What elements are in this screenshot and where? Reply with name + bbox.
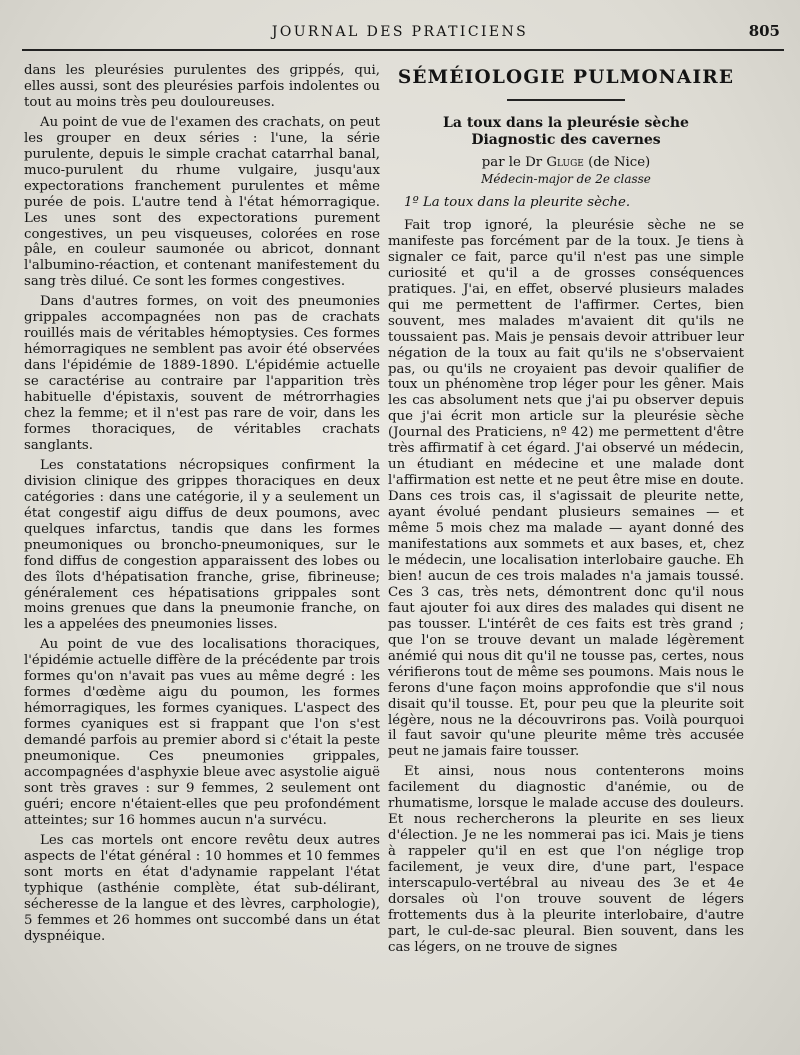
header-rule bbox=[22, 49, 784, 51]
page-number: 805 bbox=[748, 22, 780, 40]
paragraph: Et ainsi, nous nous contenterons moins facilement du diagnostic d'anémie, ou de rhumatisme, lorsque le malade accuse des douleurs. Et nous rechercherons la pleurite en ses lieux d'élection. Je ne les nommerai pas ici. Mais je tiens à rappeler qu'il en est que l'on néglige trop facilement, je veux dire, d'une part, l'espace interscapulo-vertébral au niveau des 3e et 4e dorsales où l'on trouve souvent de légers frottements dus à la pleurite interlobaire, d'autre part, le cul-de-sac pleural. Bien souvent, dans les cas légers, on ne trouve de signes bbox=[388, 764, 744, 955]
paragraph: Au point de vue de l'examen des crachats, on peut les grouper en deux séries : l'une, la série purulente, depuis le simple crachat catarrhal banal, muco-purulent du rhume vulgaire, jusqu'aux expectorations franchement purulentes et même purée de pois. L'autre tend à l'état hémorragique. Les unes sont des expectorations purement congestives, un peu visqueuses, colorées en rose pâle, en couleur saumonée ou abricot, donnant l'albumino-réaction, et contenant manifestement du sang très dilué. Ce sont les formes congestives. bbox=[24, 114, 380, 290]
page-header bbox=[0, 0, 800, 56]
section-title: SÉMÉIOLOGIE PULMONAIRE bbox=[397, 67, 735, 88]
subheading: 1º La toux dans la pleurite sèche. bbox=[404, 195, 631, 210]
byline-suffix: (de Nice) bbox=[588, 155, 651, 170]
article-title-line-2: Diagnostic des cavernes bbox=[471, 132, 661, 148]
paragraph: Au point de vue des localisations thoraciques, l'épidémie actuelle diffère de la précédente par trois formes qu'on n'avait pas vues au même degré : les formes d'œdème aigu du poumon, les formes hémorragiques, les formes cyaniques. L'aspect des formes cyaniques est si frappant que l'on s'est demandé parfois au premier abord si c'était la peste pneumonique. Ces pneumonies grippales, accompagnées d'asphyxie bleue avec asystolie aiguë sont très graves : sur 9 femmes, 2 seulement ont guéri; encore n'étaient-elles que peu profondément atteintes; sur 16 hommes aucun n'a survécu. bbox=[24, 637, 380, 828]
byline bbox=[388, 154, 744, 171]
paragraph: dans les pleurésies purulentes des grippés, qui, elles aussi, sont des pleurésies parfois indolentes ou tout au moins très peu douloureuses. bbox=[24, 63, 380, 110]
paragraph: Les constatations nécropsiques confirment la division clinique des grippes thoraciques en deux catégories : dans une catégorie, il y a seulement un état congestif aigu diffus de deux poumons, avec quelques infarctus, tandis que dans les formes pneumoniques ou broncho-pneumoniques, sur le fond diffus de congestion apparaissent des lobes ou des îlots d'hépatisation franche, grise, fibrineuse; généralement ces hépatisations grippales sont moins grenues que dans la pneumonie franche, on les a appelées des pneumonies lisses. bbox=[24, 457, 380, 633]
right-column bbox=[388, 63, 744, 960]
title-rule bbox=[507, 99, 625, 101]
running-head: JOURNAL DES PRATICIENS bbox=[271, 24, 529, 40]
paragraph: Fait trop ignoré, la pleurésie sèche ne se manifeste pas forcément par de la toux. Je tiens à signaler ce fait, parce qu'il n'est pas une simple curiosité et qu'il a de grosses conséquences pratiques. J'ai, en effet, observé plusieurs malades qui me permettent de l'affirmer. Certes, bien souvent, mes malades m'avaient dit qu'ils ne toussaient pas. Mais je pensais devoir attribuer leur négation de la toux au fait qu'ils ne s'observaient pas, ou qu'ils ne croyaient pas devoir qualifier de toux un phénomène trop léger pour les gêner. Mais les cas absolument nets que j'ai pu observer depuis que j'ai écrit mon article sur la pleurésie sèche (Journal des Praticiens, nº 42) me permettent d'être très affirmatif à cet égard. J'ai observé un médecin, un étudiant en médecine et une malade dont l'affirmation est nette et ne peut être mise en doute. Dans ces trois cas, il s'agissait de pleurite nette, ayant évolué pendant plusieurs semaines — et même 5 mois chez ma malade — ayant donné des manifestations aux sommets et aux bases, et, chez le médecin, une localisation interlobaire gauche. Eh bien! aucun de ces trois malades n'a jamais toussé. Ces 3 cas, très nets, démontrent donc qu'il nous faut ajouter foi aux dires des malades qui disent ne pas tousser. L'intérêt de ces faits est très grand ; que l'on se trouve devant un malade légèrement anémié qui nous dit qu'il ne tousse pas, certes, nous vérifierons tout de même ses poumons. Mais nous le ferons d'une façon moins approfondie que s'il nous disait qu'il tousse. Et, pour peu que la pleurite soit légère, nous ne la découvrirons pas. Voilà pourquoi il faut savoir qu'une pleurite même très accusée peut ne jamais faire tousser. bbox=[388, 217, 744, 760]
author-name: Gluge bbox=[546, 155, 584, 170]
paragraph: Les cas mortels ont encore revêtu deux autres aspects de l'état général : 10 hommes et 10 femmes sont morts en état d'adynamie rappelant l'état typhique (asthénie complète, état sub-délirant, sécheresse de la langue et des lèvres, carphologie), 5 femmes et 26 hommes ont succombé dans un état dyspnéique. bbox=[24, 832, 380, 944]
paragraph: Dans d'autres formes, on voit des pneumonies grippales accompagnées non pas de crachats rouillés mais de véritables hémoptysies. Ces formes hémorragiques ne semblent pas avoir été observées dans l'épidémie de 1889-1890. L'épidémie actuelle se caractérise au contraire par l'apparition très habituelle d'épistaxis, souvent de métrorrhagies chez la femme; et il n'est pas rare de voir, dans les formes thoraciques, de véritables crachats sanglants. bbox=[24, 294, 380, 453]
left-column bbox=[24, 63, 380, 948]
author-affiliation: Médecin-major de 2e classe bbox=[481, 172, 651, 186]
byline-prefix: par le Dr bbox=[481, 155, 543, 170]
article-title-line-1: La toux dans la pleurésie sèche bbox=[443, 115, 689, 131]
article-title bbox=[388, 115, 744, 149]
